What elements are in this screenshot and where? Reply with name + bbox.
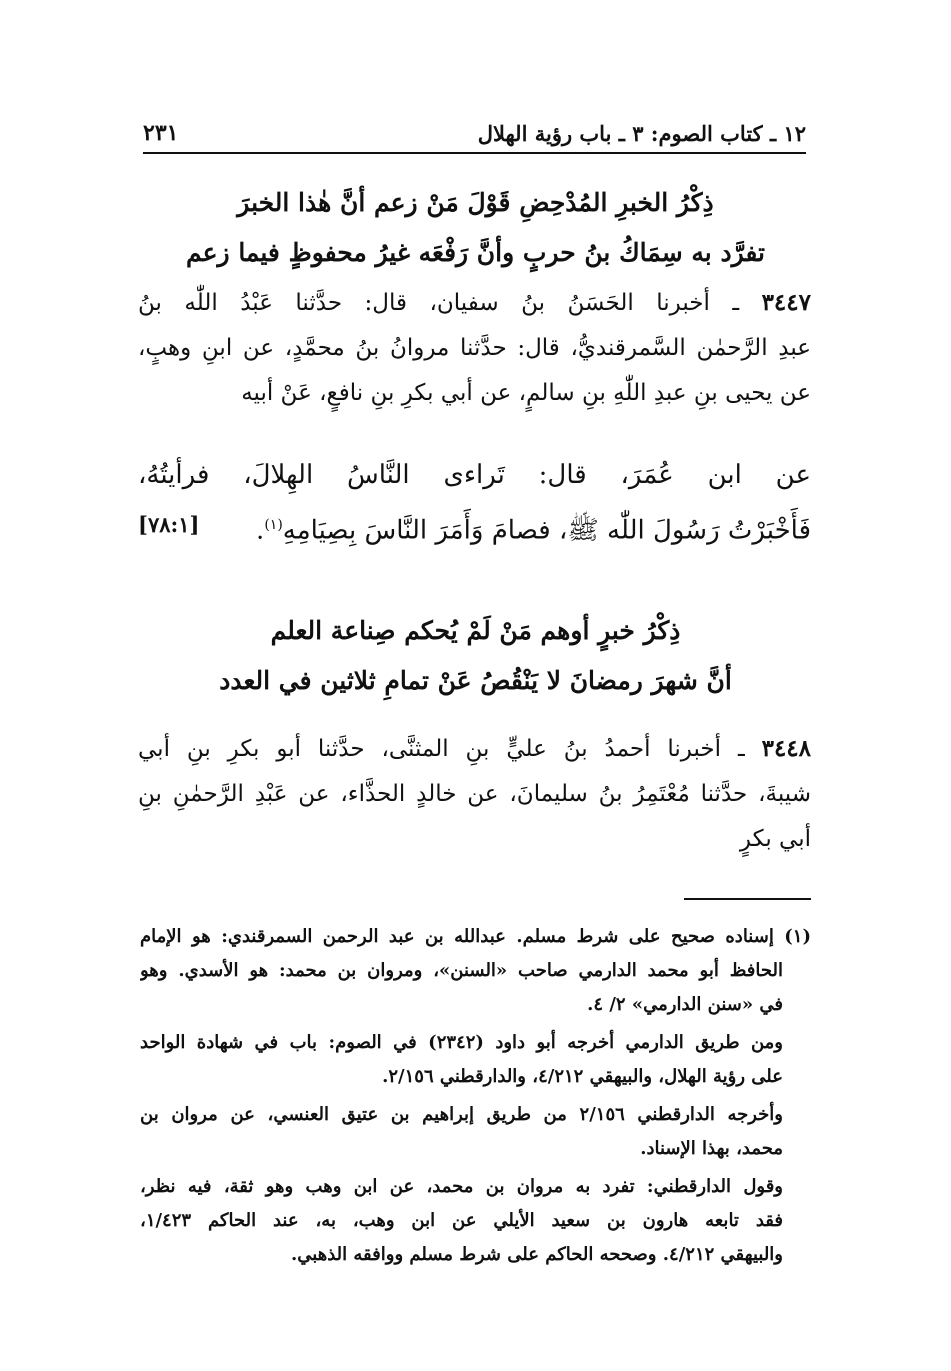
- footnote-paragraph: [140, 1170, 811, 1272]
- text-line: شيبةَ، حدَّثنا مُعْتَمِرُ بنُ سليمانَ، عن خالدٍ الحذَّاء، عن عَبْدِ الرَّحمٰنِ بنِ: [138, 781, 811, 807]
- footnote-line: فقد تابعه هارون بن سعيد الأيلي عن ابن وهب، به، عند الحاكم ١/٤٢٣،: [140, 1210, 783, 1231]
- running-head: ١٢ ـ كتاب الصوم: ٣ ـ باب رؤية الهلال: [477, 121, 806, 146]
- footnote-line: (١) إسناده صحيح على شرط مسلم. عبدالله بن عبد الرحمن السمرقندي: هو الإمام: [140, 926, 811, 947]
- isnad-text: ـ أخبرنا الحَسَنُ بنُ سفيان، قال: حدَّثنا عَبْدُ اللّٰه بنُ: [138, 290, 740, 316]
- page-number: ٢٣١: [143, 120, 179, 146]
- footnote-line: وأخرجه الدارقطني ٢/١٥٦ من طريق إبراهيم بن عتيق العنسي، عن مروان بن: [140, 1104, 783, 1125]
- footnote-line: في «سنن الدارمي» ٢/ ٤.: [587, 994, 783, 1015]
- heading-line: ذِكْرُ الخبرِ المُدْحِضِ قَوْلَ مَنْ زعم أنَّ هٰذا الخبرَ: [237, 188, 714, 217]
- footnote-line: محمد، بهذا الإسناد.: [640, 1138, 783, 1159]
- isnad-text: ـ أخبرنا أحمدُ بنُ عليٍّ بنِ المثنَّى، حدَّثنا أبو بكرِ بنِ أبي: [138, 736, 745, 762]
- footnote-paragraph: [140, 920, 811, 1022]
- footnote-line: والبيهقي ٤/٢١٢. وصححه الحاكم على شرط مسلم ووافقه الذهبي.: [291, 1244, 783, 1265]
- heading-line: تفرَّد به سِمَاكُ بنُ حربٍ وأنَّ رَفْعَه غيرُ محفوظٍ فيما زعم: [185, 238, 765, 267]
- footnotes: [140, 920, 811, 1276]
- footnote-line: ومن طريق الدارمي أخرجه أبو داود (٢٣٤٢) في الصوم: باب في شهادة الواحد: [140, 1032, 783, 1053]
- chapter-heading-2: [150, 606, 801, 706]
- footnote-line: وقول الدارقطني: تفرد به مروان بن محمد، عن ابن وهب وهو ثقة، فيه نظر،: [140, 1176, 783, 1197]
- hadith-3447-isnad: [138, 280, 811, 416]
- text-line: [138, 726, 811, 772]
- matn-text: فَأَخْبَرْتُ رَسُولَ اللّٰه ﷺ، فصامَ وَأَمَرَ النَّاسَ بِصِيَامِهِ: [282, 515, 811, 546]
- heading-line: ذِكْرُ خبرٍ أوهم مَنْ لَمْ يُحكم صِناعة العلم: [270, 616, 681, 645]
- page-header: [143, 108, 806, 154]
- hadith-number: ٣٤٤٨: [761, 735, 811, 762]
- text-line: عن ابن عُمَرَ، قال: تَراءى النَّاسُ الهِلالَ، فرأيتُهُ،: [138, 460, 811, 490]
- text-line: عن يحيى بنِ عبدِ اللّٰهِ بنِ سالمٍ، عن أبي بكرِ بنِ نافعٍ، عَنْ أبيه: [241, 380, 811, 406]
- hadith-3448-isnad: [138, 726, 811, 862]
- text-line: أبي بكرٍ: [739, 826, 811, 852]
- footnote-divider: [684, 898, 811, 900]
- chapter-heading-1: [150, 178, 801, 278]
- text-line: عبدِ الرَّحمٰن السَّمرقنديُّ، قال: حدَّثنا مروانُ بنُ محمَّدٍ، عن ابنِ وهبٍ،: [138, 335, 811, 361]
- text-line: [138, 280, 811, 326]
- footnote-marker[interactable]: (١): [264, 517, 283, 533]
- hadith-3447-matn: [138, 450, 811, 556]
- heading-line: أنَّ شهرَ رمضانَ لا يَنْقُصُ عَنْ تمامِ ثلاثين في العدد: [219, 666, 732, 695]
- footnote-paragraph: [140, 1098, 811, 1166]
- footnote-paragraph: [140, 1026, 811, 1094]
- matn-end: .: [256, 515, 265, 546]
- text-line: [138, 500, 811, 556]
- source-reference: [٧٨:١]: [138, 512, 200, 537]
- footnote-line: على رؤية الهلال، والبيهقي ٤/٢١٢، والدارقطني ٢/١٥٦.: [382, 1066, 783, 1087]
- footnote-line: الحافظ أبو محمد الدارمي صاحب «السنن»، ومروان بن محمد: هو الأسدي. وهو: [140, 960, 783, 981]
- hadith-number: ٣٤٤٧: [761, 289, 811, 316]
